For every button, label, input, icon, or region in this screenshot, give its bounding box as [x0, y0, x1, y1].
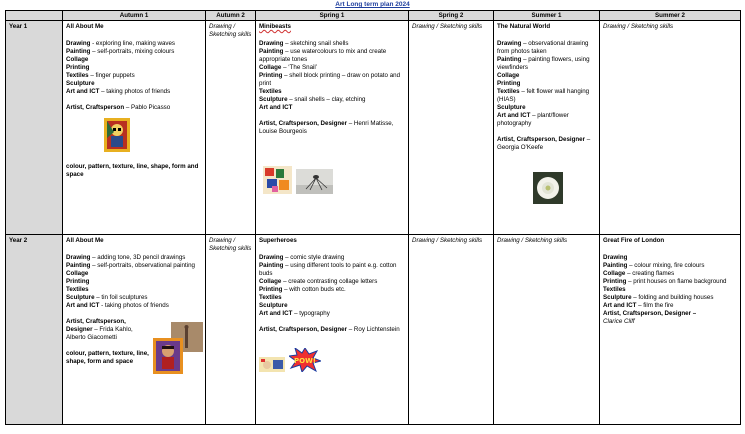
strand-collage: Collage [66, 56, 89, 63]
strand-drawing: Drawing – comic style drawing [259, 254, 345, 261]
year2-autumn-images [153, 318, 202, 378]
topic-title: All About Me [66, 23, 104, 30]
artist-line: Artist, Craftsperson – Pablo Picasso [66, 104, 171, 111]
strand-collage: Collage – create contrasting collage letters [259, 278, 378, 285]
strand-printing: Printing – shell block printing – draw on potato and print [259, 72, 401, 87]
year-label: Year 1 [6, 21, 63, 235]
strand-textiles: Textiles [259, 294, 282, 301]
strand-art-ict: Art and ICT [259, 104, 293, 111]
strand-art-ict: Art and ICT – taking photos of friends [66, 88, 171, 95]
strand-printing: Printing [497, 80, 521, 87]
spring1-images [263, 166, 405, 194]
lichtenstein-comic-image [259, 357, 285, 372]
cell-y1-spring1 [256, 21, 409, 235]
frida-kahlo-image [153, 338, 183, 374]
year-label: Year 2 [6, 235, 63, 425]
strand-painting: Painting – colour mixing, fire colours [603, 262, 705, 269]
strand-sculpture: Sculpture – folding and building houses [603, 294, 714, 301]
strand-textiles: Textiles – felt flower wall hanging (HIAS) [497, 88, 590, 103]
strand-painting: Painting – using different tools to paint e.g. cotton buds [259, 262, 397, 277]
strand-sculpture: Sculpture – snail shells – clay, etching [259, 96, 366, 103]
cell-y1-spring2: Drawing / Sketching skills [409, 21, 494, 235]
strand-art-ict: Art and ICT – plant/flower photography [497, 112, 569, 127]
strand-painting: Painting – use watercolours to mix and create appropriate tones [259, 48, 387, 63]
elements-line: colour, pattern, texture, line, shape, form and space [66, 163, 199, 178]
strand-painting: Painting – painting flowers, using viewfinders [497, 56, 590, 71]
table-row-year2 [6, 235, 741, 425]
strand-painting: Painting – self-portraits, mixing colours [66, 48, 175, 55]
matisse-snail-image [263, 166, 292, 194]
strand-art-ict: Art and ICT – typography [259, 310, 330, 317]
spring1-y2-images [259, 348, 405, 372]
pow-comic-image [289, 348, 321, 372]
strand-sculpture: Sculpture [497, 104, 526, 111]
strand-drawing: Drawing – adding tone, 3D pencil drawings [66, 254, 186, 261]
strand-sculpture: Sculpture [259, 302, 288, 309]
topic-title: Minibeasts [259, 23, 291, 30]
strand-textiles: Textiles [66, 286, 89, 293]
strand-collage: Collage – ‘The Snail’ [259, 64, 318, 71]
topic-title: Great Fire of London [603, 237, 665, 244]
strand-drawing: Drawing [603, 254, 628, 261]
artist-line: Artist, Craftsperson, Designer – Frida Kahlo, Alberto Giacometti [66, 318, 133, 341]
strand-art-ict: Art and ICT – film the fire [603, 302, 674, 309]
artist-line: Artist, Craftsperson, Designer – [603, 310, 697, 317]
strand-printing: Printing – print houses on flame background [603, 278, 727, 285]
cell-y2-summer2 [600, 235, 741, 425]
header-autumn1: Autumn 1 [63, 11, 206, 21]
cell-y2-autumn1 [63, 235, 206, 425]
artist-line: Artist, Craftsperson, Designer – Henri Matisse, Louise Bourgeois [259, 120, 394, 135]
header-summer1: Summer 1 [494, 11, 600, 21]
strand-printing: Printing [66, 64, 90, 71]
header-autumn2: Autumn 2 [206, 11, 256, 21]
strand-painting: Painting – self-portraits, observational painting [66, 262, 195, 269]
picasso-image [104, 118, 130, 152]
header-corner [6, 11, 63, 21]
long-term-plan-table [5, 10, 741, 425]
artist-name: Clarice Cliff [603, 318, 635, 325]
table-row-year1 [6, 21, 741, 235]
header-row [6, 11, 741, 21]
document-title: Art Long term plan 2024 [335, 1, 410, 8]
cell-y2-spring1 [256, 235, 409, 425]
okeeffe-flower-image [533, 172, 563, 204]
strand-collage: Collage – creating flames [603, 270, 675, 277]
strand-textiles: Textiles – finger puppets [66, 72, 135, 79]
artist-line: Artist, Craftsperson, Designer – Roy Lichtenstein [259, 326, 400, 333]
strand-art-ict: Art and ICT - taking photos of friends [66, 302, 169, 309]
cell-y1-autumn1 [63, 21, 206, 235]
strand-textiles: Textiles [603, 286, 626, 293]
cell-y1-summer2: Drawing / Sketching skills [600, 21, 741, 235]
topic-title: The Natural World [497, 23, 551, 30]
strand-textiles: Textiles [259, 88, 282, 95]
topic-title: Superheroes [259, 237, 297, 244]
strand-sculpture: Sculpture [66, 80, 95, 87]
cell-y2-summer1: Drawing / Sketching skills [494, 235, 600, 425]
strand-drawing: Drawing – sketching snail shells [259, 40, 349, 47]
cell-y2-spring2: Drawing / Sketching skills [409, 235, 494, 425]
strand-sculpture: Sculpture – tin foil sculptures [66, 294, 148, 301]
strand-drawing: Drawing - exploring line, making waves [66, 40, 176, 47]
strand-collage: Collage [497, 72, 520, 79]
header-spring1: Spring 1 [256, 11, 409, 21]
elements-line: colour, pattern, texture, line, shape, form and space [66, 350, 149, 365]
bourgeois-spider-image [296, 169, 333, 194]
strand-printing: Printing – with cotton buds etc. [259, 286, 346, 293]
artist-line: Artist, Craftsperson, Designer – Georgia O’Keefe [497, 136, 591, 151]
strand-collage: Collage [66, 270, 89, 277]
cell-y1-summer1 [494, 21, 600, 235]
header-spring2: Spring 2 [409, 11, 494, 21]
header-summer2: Summer 2 [600, 11, 741, 21]
topic-title: All About Me [66, 237, 104, 244]
cell-y1-autumn2: Drawing / Sketching skills [206, 21, 256, 235]
strand-printing: Printing [66, 278, 90, 285]
cell-y2-autumn2: Drawing / Sketching skills [206, 235, 256, 425]
pow-text: POW! [294, 357, 316, 365]
strand-drawing: Drawing – observational drawing from photos taken [497, 40, 589, 55]
